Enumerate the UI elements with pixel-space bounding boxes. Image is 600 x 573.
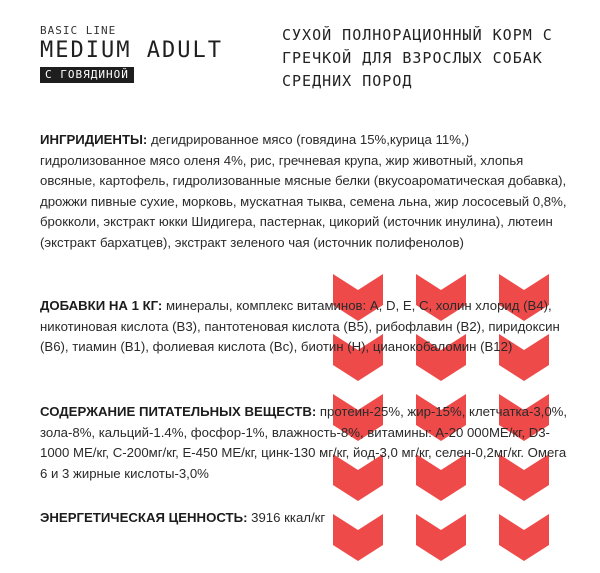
additives-text: минералы, комплекс витаминов: А, D, Е, С, холин хлорид (В4), никотиновая кислота (В3), пантотеновая кислота (В5), рибофлавин (В2), пиридоксин (В6), тиамин (В1), фолиевая кислота (Вс), биотин (Н), цианокобаломин (В12) [40,298,560,354]
ingredients-heading: ИНГРИДИЕНТЫ: [40,132,148,147]
variant-badge: С ГОВЯДИНОЙ [40,67,134,83]
energy-section [40,508,570,529]
product-tagline: СУХОЙ ПОЛНОРАЦИОННЫЙ КОРМ С ГРЕЧКОЙ ДЛЯ ВЗРОСЛЫХ СОБАК СРЕДНИХ ПОРОД [282,26,553,90]
energy-heading: ЭНЕРГЕТИЧЕСКАЯ ЦЕННОСТЬ: [40,510,248,525]
additives-heading: ДОБАВКИ НА 1 КГ: [40,298,163,313]
ingredients-text: дегидрированное мясо (говядина 15%,курица 11%,) гидролизованное мясо оленя 4%, рис, гречневая крупа, жир животный, хлопья овсяные, картофель, гидролизованные мясные белки (вкусоароматическая добавка), дрожжи пивные сухие, морковь, мускатная тыква, семена льна, жир лососевый 0,8%, брокколи, экстракт юкки Шидигера, пастернак, цикорий (источник инулина), лютеин (экстракт бархатцев), экстракт зеленого чая (источник полифенолов) [40,132,567,250]
energy-text: 3916 ккал/кг [247,510,326,525]
additives-section [40,296,570,358]
nutrients-text: протеин-25%, жир-15%, клетчатка-3,0%, зола-8%, кальций-1.4%, фосфор-1%, влажность-8%, витамины: А-20 000МЕ/кг, D3-1000 МЕ/кг, С-200мг/кг, Е-450 МЕ/кг, цинк-130 мг/кг, йод-3,0 мг/кг, селен-0,2мг/кг. Омега 6 и 3 жирные кислоты-3,0% [40,404,568,481]
ingredients-section [40,130,570,253]
nutrients-section [40,402,570,484]
nutrients-heading: СОДЕРЖАНИЕ ПИТАТЕЛЬНЫХ ВЕЩЕСТВ: [40,404,317,419]
product-line-label: BASIC LINE [40,24,117,37]
product-title: MEDIUM ADULT [40,38,223,63]
brand-block [40,24,223,83]
